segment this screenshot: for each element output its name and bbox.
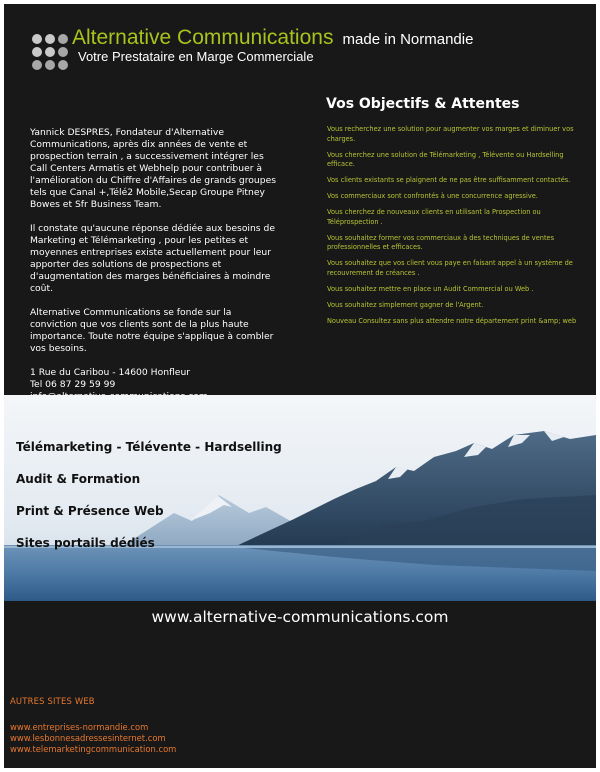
objectives-title: Vos Objectifs & Attentes xyxy=(326,96,520,112)
other-site-link[interactable]: www.lesbonnesadressesinternet.com xyxy=(10,733,166,743)
objective-item: Vous cherchez de nouveaux clients en utilisant la Prospection ou Téléprospection . xyxy=(327,208,541,226)
brand-title xyxy=(72,26,473,50)
contact-phone: Tel 06 87 29 59 99 xyxy=(30,379,116,390)
service-item: Audit & Formation xyxy=(16,472,141,486)
objective-item: Vos clients existants se plaignent de ne pas être suffisamment contactés. xyxy=(327,176,571,185)
contact-address: 1 Rue du Caribou - 14600 Honfleur xyxy=(30,367,191,378)
objective-item: Vos commerciaux sont confrontés à une concurrence agressive. xyxy=(327,192,538,201)
website-url[interactable]: www.alternative-communications.com xyxy=(151,608,449,626)
other-site-link[interactable]: www.entreprises-normandie.com xyxy=(10,722,149,732)
objective-item: Vous recherchez une solution pour augmenter vos marges et diminuer vos charges. xyxy=(327,125,574,143)
objectives-list xyxy=(327,125,582,333)
brand-suffix: made in Normandie xyxy=(342,31,474,48)
objective-item: Vous souhaitez mettre en place un Audit Commercial ou Web . xyxy=(327,284,534,293)
intro-paragraph: Yannick DESPRES, Fondateur d'Alternative Communications, après dix années de vente et prospection terrain , a successivement intégrer les Call Centers Armatis et Webhelp pour contribuer à l'amélioration du Chiffre d'Affaires de grands groupes tels que Canal +,Télé2 Mobile,Secap Groupe Pitney Bowes et Sfr Business Team. xyxy=(30,127,277,210)
objective-item: Vous souhaitez former vos commerciaux à des techniques de ventes professionnelles et efficaces. xyxy=(327,233,555,252)
brand-name: Alternative Communications xyxy=(72,26,334,49)
service-item: Télémarketing - Télévente - Hardselling xyxy=(16,440,282,454)
service-item: Sites portails dédiés xyxy=(16,536,155,550)
objective-item: Nouveau Consultez sans plus attendre notre département print &amp; web xyxy=(327,316,577,325)
logo-dots-icon xyxy=(32,34,68,70)
mountain-lake-image xyxy=(4,395,596,601)
service-item: Print & Présence Web xyxy=(16,504,164,518)
objective-item: Vous cherchez une solution de Télémarketing , Télévente ou Hardselling efficace. xyxy=(327,150,564,169)
tagline: Votre Prestataire en Marge Commerciale xyxy=(78,49,314,64)
other-sites-title: AUTRES SITES WEB xyxy=(10,696,95,706)
mountain-lake-banner xyxy=(4,395,596,601)
flyer-page xyxy=(4,4,596,768)
other-site-link[interactable]: www.telemarketingcommunication.com xyxy=(10,744,177,754)
intro-paragraph: Il constate qu'aucune réponse dédiée aux besoins de Marketing et Télémarketing , pour les petites et moyennes entreprises existe actuellement pour leur apporter des solutions de prospections et d'augmentation des marges bénéficiaires à moindre coût. xyxy=(30,223,276,294)
other-sites xyxy=(10,696,176,755)
objective-item: Vous souhaitez que vos client vous paye en faisant appel à un système de recouvrement de créances . xyxy=(327,259,573,277)
intro-text xyxy=(30,127,280,403)
intro-paragraph: Alternative Communications se fonde sur la conviction que vos clients sont de la plus haute importance. Toute notre équipe s'applique à combler vos besoins. xyxy=(30,307,274,354)
objective-item: Vous souhaitez simplement gagner de l'Argent. xyxy=(327,300,484,309)
